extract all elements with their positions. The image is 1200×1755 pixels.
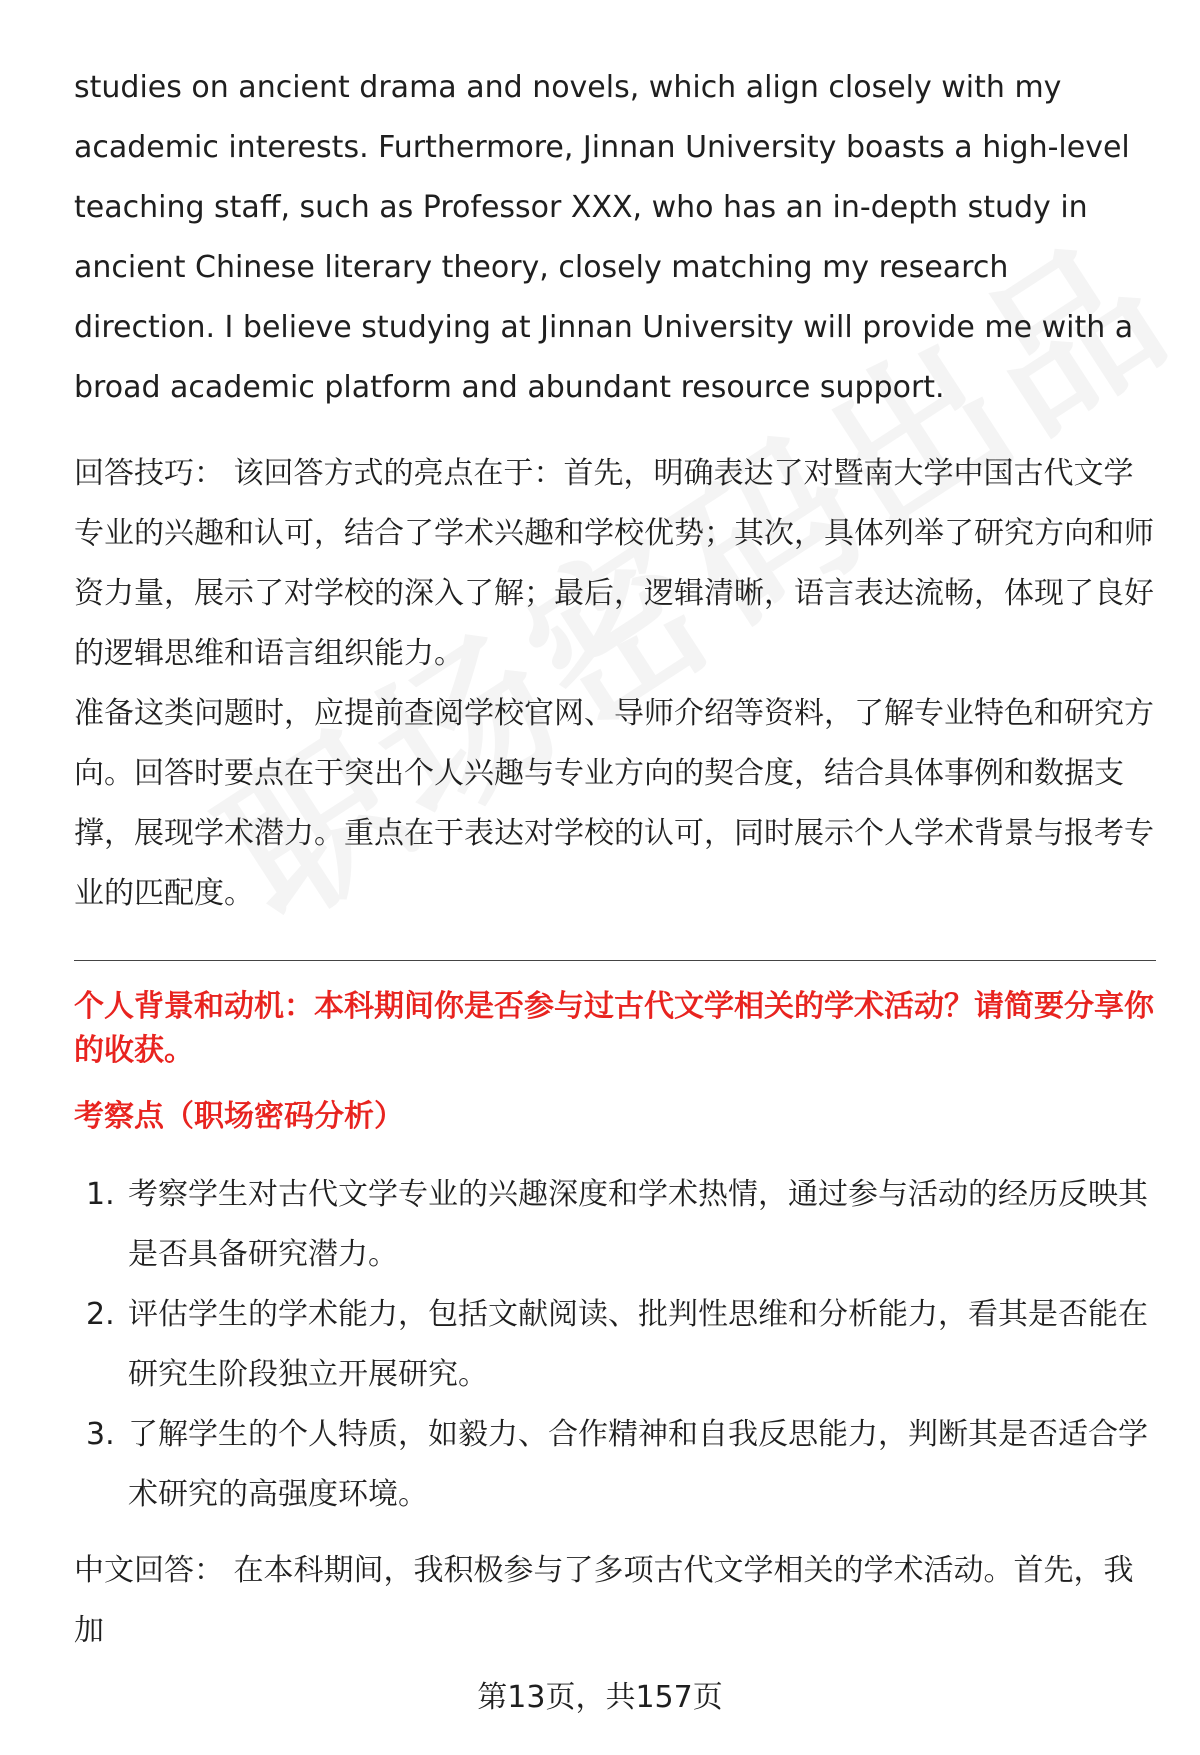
section-divider [74, 960, 1156, 961]
tips-paragraph-2: 准备这类问题时，应提前查阅学校官网、导师介绍等资料，了解专业特色和研究方向。回答时要点在于突出个人兴趣与专业方向的契合度，结合具体事例和数据支撑，展现学术潜力。重点在于表达对学校的认可，同时展示个人学术背景与报考专业的匹配度。 [74, 696, 1154, 911]
assessment-points-heading: 考察点（职场密码分析） [74, 1099, 404, 1134]
list-number: 3. [86, 1417, 115, 1452]
list-item [74, 1405, 1156, 1525]
list-number: 2. [86, 1297, 115, 1332]
chinese-answer-start: 中文回答： 在本科期间，我积极参与了多项古代文学相关的学术活动。首先，我加 [74, 1553, 1134, 1648]
tips-paragraph-1: 回答技巧： 该回答方式的亮点在于：首先，明确表达了对暨南大学中国古代文学专业的兴趣和认可，结合了学术兴趣和学校优势；其次，具体列举了研究方向和师资力量，展示了对学校的深入了解；最后，逻辑清晰，语言表达流畅，体现了良好的逻辑思维和语言组织能力。 [74, 456, 1154, 671]
list-item-text: 考察学生对古代文学专业的兴趣深度和学术热情，通过参与活动的经历反映其是否具备研究潜力。 [128, 1177, 1148, 1272]
page-number-footer: 第13页，共157页 [477, 1680, 723, 1715]
page-content [74, 58, 1156, 1661]
english-answer-paragraph: studies on ancient drama and novels, which align closely with my academic interests. Furthermore, Jinnan University boasts a high-level teaching staff, such as Professor XXX, who has an in-depth study in ancient Chinese literary theory, closely matching my research direction. I believe studying at Jinnan University will provide me with a broad academic platform and abundant resource support. [74, 70, 1134, 405]
list-item [74, 1285, 1156, 1405]
list-item [74, 1165, 1156, 1285]
list-number: 1. [86, 1177, 115, 1212]
question-heading: 个人背景和动机：本科期间你是否参与过古代文学相关的学术活动？请简要分享你的收获。 [74, 989, 1154, 1068]
list-item-text: 评估学生的学术能力，包括文献阅读、批判性思维和分析能力，看其是否能在研究生阶段独立开展研究。 [128, 1297, 1148, 1392]
answer-tips-section [74, 444, 1156, 924]
assessment-points-list [74, 1165, 1156, 1525]
list-item-text: 了解学生的个人特质，如毅力、合作精神和自我反思能力，判断其是否适合学术研究的高强度环境。 [128, 1417, 1148, 1512]
